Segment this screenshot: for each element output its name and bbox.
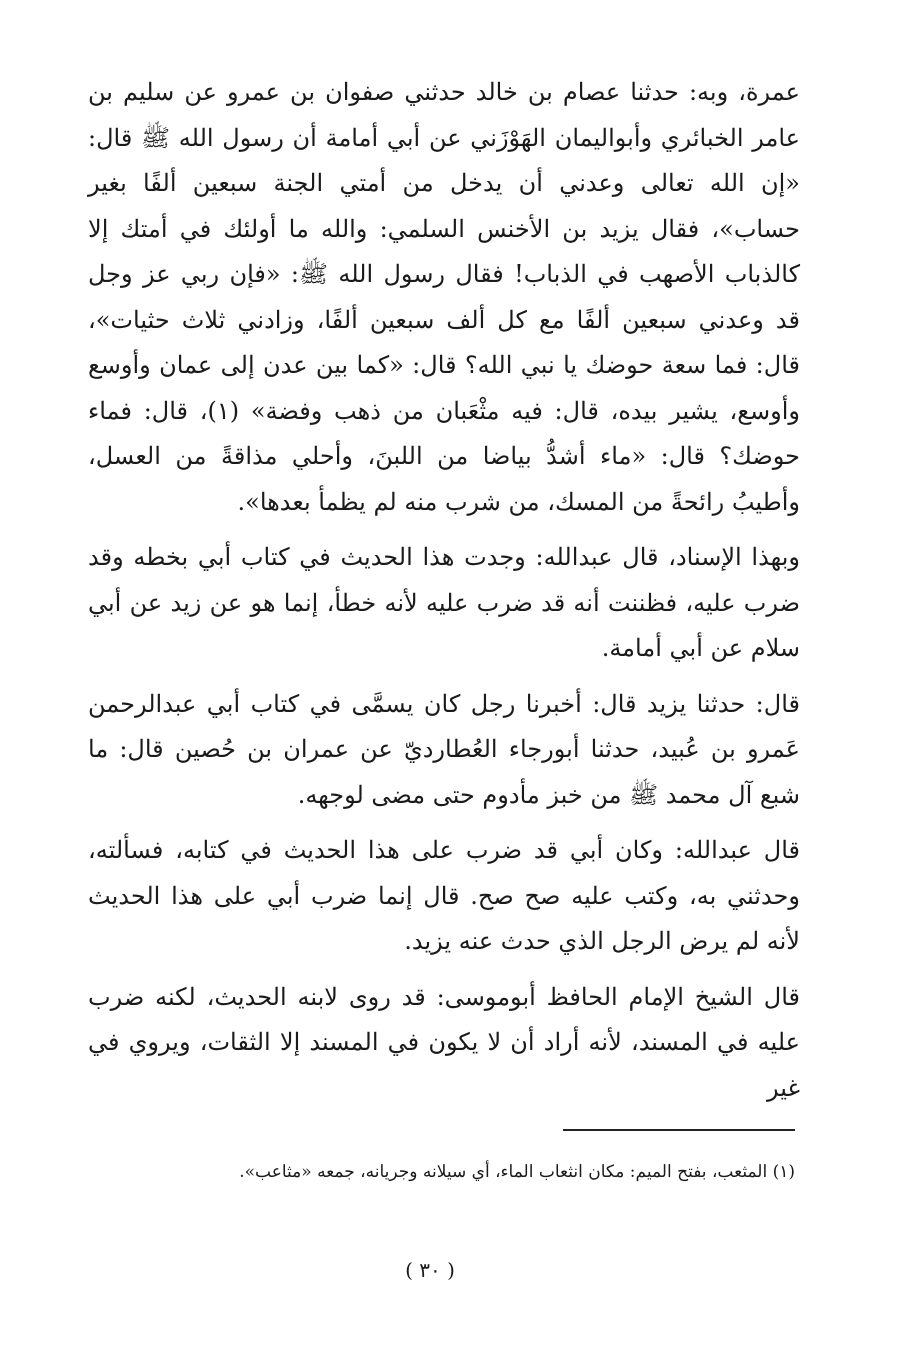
paragraph-spacer [88, 818, 800, 828]
paragraph-spacer [88, 965, 800, 975]
page-number: ( ٣٠ ) [405, 1258, 455, 1282]
paragraph-abu-musa-note: قال الشيخ الإمام الحافظ أبوموسى: قد روى لابنه الحديث، لكنه ضرب عليه في المسند، لأنه أراد أن لا يكون في المسند إلا الثقات، ويروي في غير [88, 982, 800, 1102]
paragraph-isnad-note: وبهذا الإسناد، قال عبدالله: وجدت هذا الحديث في كتاب أبي بخطه وقد ضرب عليه، فظننت أنه قد ضرب عليه لأنه خطأ، إنما هو عن زيد عن أبي سلام عن أبي أمامة. [88, 543, 801, 662]
page-body [88, 70, 800, 1111]
paragraph-hadith-2: قال: حدثنا يزيد قال: أخبرنا رجل كان يسمَّى في كتاب أبي عبدالرحمن عَمرو بن عُبيد، حدثنا أبورجاء العُطارديّ عن عمران بن حُصين قال: ما شبع آل محمد ﷺ من خبز مأدوم حتى مضى لوجهه. [88, 689, 800, 809]
footnote: (١) المثعب، بفتح الميم: مكان انثعاب الماء، أي سيلانه وجريانه، جمعه «مثاعب». [239, 1162, 795, 1182]
paragraph-spacer [88, 672, 800, 682]
paragraph-hadith-1: عمرة، وبه: حدثنا عصام بن خالد حدثني صفوان بن عمرو عن سليم بن عامر الخبائري وأبواليمان الهَوْزَني عن أبي أمامة أن رسول الله ﷺ قال: «إن الله تعالى وعدني أن يدخل من أمتي الجنة سبعين ألفًا بغير حساب»، فقال يزيد بن الأخنس السلمي: والله ما أولئك في أمتك إلا كالذباب الأصهب في الذباب! فقال رسول الله ﷺ: «فإن ربي عز وجل قد وعدني سبعين ألفًا مع كل ألف سبعين ألفًا، وزادني ثلاث حثيات»، قال: فما سعة حوضك يا نبي الله؟ قال: «كما بين عدن إلى عمان وأوسع وأوسع، يشير بيده، قال: فيه مثْعَبان من ذهب وفضة» (١)، قال: فماء حوضك؟ قال: «ماء أشدُّ بياضا من اللبنَ، وأحلي مذاقةً من العسل، وأطيبُ رائحةً من المسك، من شرب منه لم يظمأ بعدها». [88, 78, 800, 516]
footnote-divider [563, 1129, 795, 1131]
paragraph-spacer [88, 525, 800, 535]
paragraph-abdullah-note: قال عبدالله: وكان أبي قد ضرب على هذا الحديث في كتابه، فسألته، وحدثني به، وكتب عليه صح صح. قال إنما ضرب أبي على هذا الحديث لأنه لم يرض الرجل الذي حدث عنه يزيد. [88, 836, 800, 955]
